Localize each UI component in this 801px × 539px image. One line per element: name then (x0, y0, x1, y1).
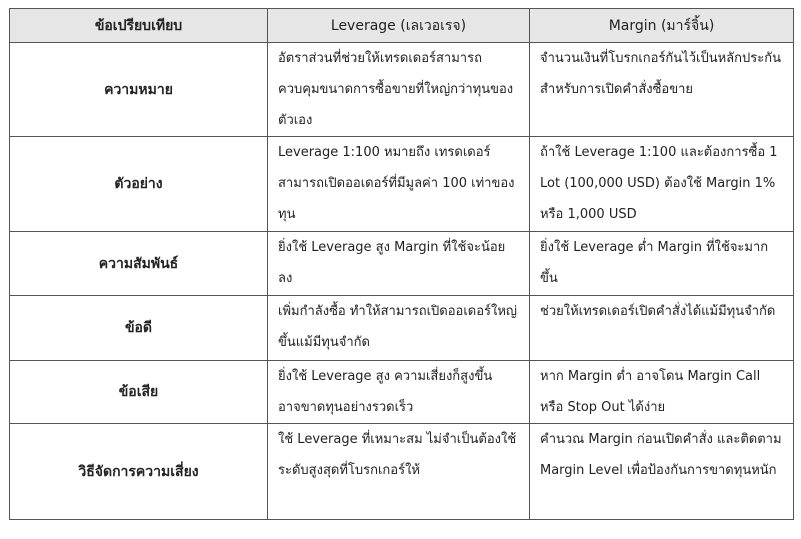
table-row-meaning (10, 43, 794, 137)
leverage-cell: ยิ่งใช้ Leverage สูง Margin ที่ใช้จะน้อยลง (268, 232, 530, 296)
row-label: ข้อเสีย (10, 361, 268, 424)
header-row (10, 9, 794, 43)
margin-cell: หาก Margin ต่ำ อาจโดน Margin Call หรือ Stop Out ได้ง่าย (530, 361, 794, 424)
table-header (10, 9, 794, 43)
margin-cell: ถ้าใช้ Leverage 1:100 และต้องการซื้อ 1 Lot (100,000 USD) ต้องใช้ Margin 1% หรือ 1,000 USD (530, 137, 794, 232)
table-row-risk-management (10, 424, 794, 520)
margin-cell: คำนวณ Margin ก่อนเปิดคำสั่ง และติดตาม Margin Level เพื่อป้องกันการขาดทุนหนัก (530, 424, 794, 520)
table-row-relationship (10, 232, 794, 296)
leverage-cell: เพิ่มกำลังซื้อ ทำให้สามารถเปิดออเดอร์ใหญ่ขึ้นแม้มีทุนจำกัด (268, 296, 530, 361)
row-label: ตัวอย่าง (10, 137, 268, 232)
leverage-cell: ยิ่งใช้ Leverage สูง ความเสี่ยงก็สูงขึ้น อาจขาดทุนอย่างรวดเร็ว (268, 361, 530, 424)
margin-cell: ช่วยให้เทรดเดอร์เปิดคำสั่งได้แม้มีทุนจำกัด (530, 296, 794, 361)
header-margin: Margin (มาร์จิ้น) (530, 9, 794, 43)
margin-cell: ยิ่งใช้ Leverage ต่ำ Margin ที่ใช้จะมากขึ้น (530, 232, 794, 296)
table-body (10, 43, 794, 520)
table-row-disadvantages (10, 361, 794, 424)
row-label: ความสัมพันธ์ (10, 232, 268, 296)
leverage-cell: อัตราส่วนที่ช่วยให้เทรดเดอร์สามารถควบคุมขนาดการซื้อขายที่ใหญ่กว่าทุนของตัวเอง (268, 43, 530, 137)
row-label: ข้อดี (10, 296, 268, 361)
margin-cell: จำนวนเงินที่โบรกเกอร์กันไว้เป็นหลักประกันสำหรับการเปิดคำสั่งซื้อขาย (530, 43, 794, 137)
table-row-example (10, 137, 794, 232)
row-label: วิธีจัดการความเสี่ยง (10, 424, 268, 520)
leverage-cell: ใช้ Leverage ที่เหมาะสม ไม่จำเป็นต้องใช้ระดับสูงสุดที่โบรกเกอร์ให้ (268, 424, 530, 520)
comparison-table (9, 8, 794, 520)
leverage-cell: Leverage 1:100 หมายถึง เทรดเดอร์สามารถเปิดออเดอร์ที่มีมูลค่า 100 เท่าของทุน (268, 137, 530, 232)
row-label: ความหมาย (10, 43, 268, 137)
header-comparison: ข้อเปรียบเทียบ (10, 9, 268, 43)
header-leverage: Leverage (เลเวอเรจ) (268, 9, 530, 43)
table-row-advantages (10, 296, 794, 361)
